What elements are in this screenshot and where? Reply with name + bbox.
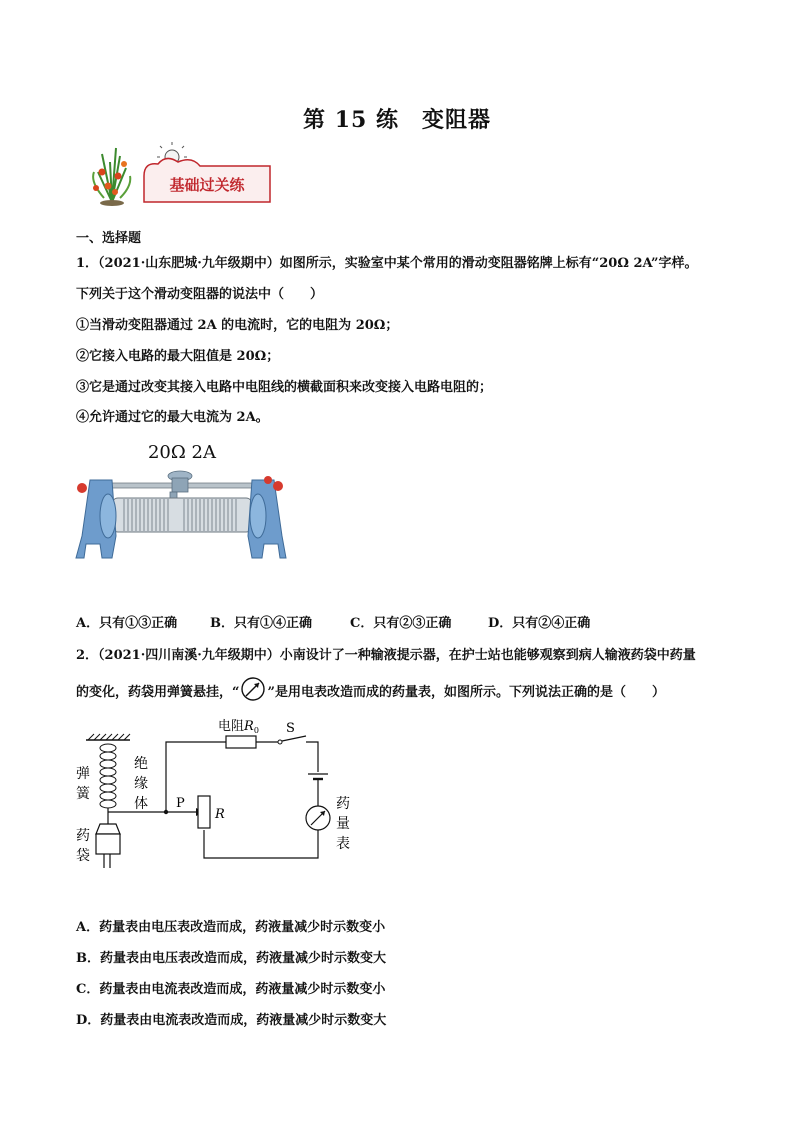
plant-icon [93, 148, 130, 206]
q2-option-a: A．药量表由电压表改造而成，药液量减少时示数变小 [76, 920, 386, 935]
q2-stem-line1: 2．（2021·四川南溪·九年级期中）小南设计了一种输液提示器，在护士站也能够观察到病人输液药袋中药量 [76, 648, 696, 663]
meter-label-3: 表 [336, 836, 350, 852]
meter-symbol-icon [239, 682, 267, 696]
spring-label-2: 簧 [76, 786, 90, 802]
page-title: 第 15 练 变阻器 [303, 107, 491, 133]
q2-option-d: D．药量表由电流表改造而成，药液量减少时示数变大 [76, 1013, 387, 1028]
q2-stem-line2-end: ”是用电表改造而成的药量表，如图所示。下列说法正确的是（ ） [267, 685, 665, 700]
meter-label-2: 量 [336, 816, 350, 832]
rheostat-figure [72, 436, 287, 566]
q2-stem-line2 [76, 681, 665, 700]
slider-label-p: P [176, 796, 185, 811]
q1-stem-line1: 1．（2021·山东肥城·九年级期中）如图所示，实验室中某个常用的滑动变阻器铭牌上标有“20Ω 2A”字样。 [76, 256, 698, 271]
q2-option-c: C．药量表由电流表改造而成，药液量减少时示数变小 [76, 982, 386, 997]
q1-statement-4: ④允许通过它的最大电流为 2A。 [76, 410, 269, 425]
q1-stem-line2: 下列关于这个滑动变阻器的说法中（ ） [76, 287, 324, 302]
q1-option-b: B．只有①④正确 [210, 616, 312, 631]
section-badge [82, 142, 278, 208]
q1-statement-2: ②它接入电路的最大阻值是 20Ω； [76, 349, 280, 364]
bag-label-1: 药 [76, 828, 90, 844]
resistor-r0-icon [226, 736, 256, 748]
q1-option-a: A．只有①③正确 [76, 616, 178, 631]
insulator-label-1: 绝 [134, 756, 148, 772]
q2-option-b: B．药量表由电压表改造而成，药液量减少时示数变大 [76, 951, 386, 966]
q1-option-d: D．只有②④正确 [488, 616, 591, 631]
insulator-label-3: 体 [134, 796, 148, 812]
rheostat-r-icon [198, 796, 210, 828]
circuit-diagram [70, 712, 360, 872]
medicine-bag-icon [96, 824, 120, 868]
q1-statement-3: ③它是通过改变其接入电路中电阻线的横截面积来改变接入电路电阻的； [76, 380, 493, 395]
spring-icon [100, 744, 116, 808]
meter-label-1: 药 [336, 796, 350, 812]
switch-label: S [286, 721, 295, 736]
resistor-label: 电阻$R_0$ [218, 719, 259, 735]
q1-option-c: C．只有②③正确 [350, 616, 452, 631]
rheostat-label: R [215, 807, 225, 822]
insulator-label-2: 缘 [134, 776, 148, 792]
bag-label-2: 袋 [76, 848, 90, 864]
switch-icon [282, 736, 306, 741]
rheostat-nameplate: 20Ω 2A [147, 442, 217, 463]
q1-statement-1: ①当滑动变阻器通过 2A 的电流时，它的电阻为 20Ω； [76, 318, 399, 333]
q2-stem-line2-start: 的变化，药袋用弹簧悬挂，“ [76, 685, 240, 700]
terminal-top-icon [264, 476, 272, 484]
badge-label: 基础过关练 [169, 176, 245, 194]
terminal-right-icon [273, 481, 283, 491]
terminal-left-icon [77, 483, 87, 493]
section-heading: 一、选择题 [76, 231, 142, 246]
spring-label-1: 弹 [76, 766, 90, 782]
